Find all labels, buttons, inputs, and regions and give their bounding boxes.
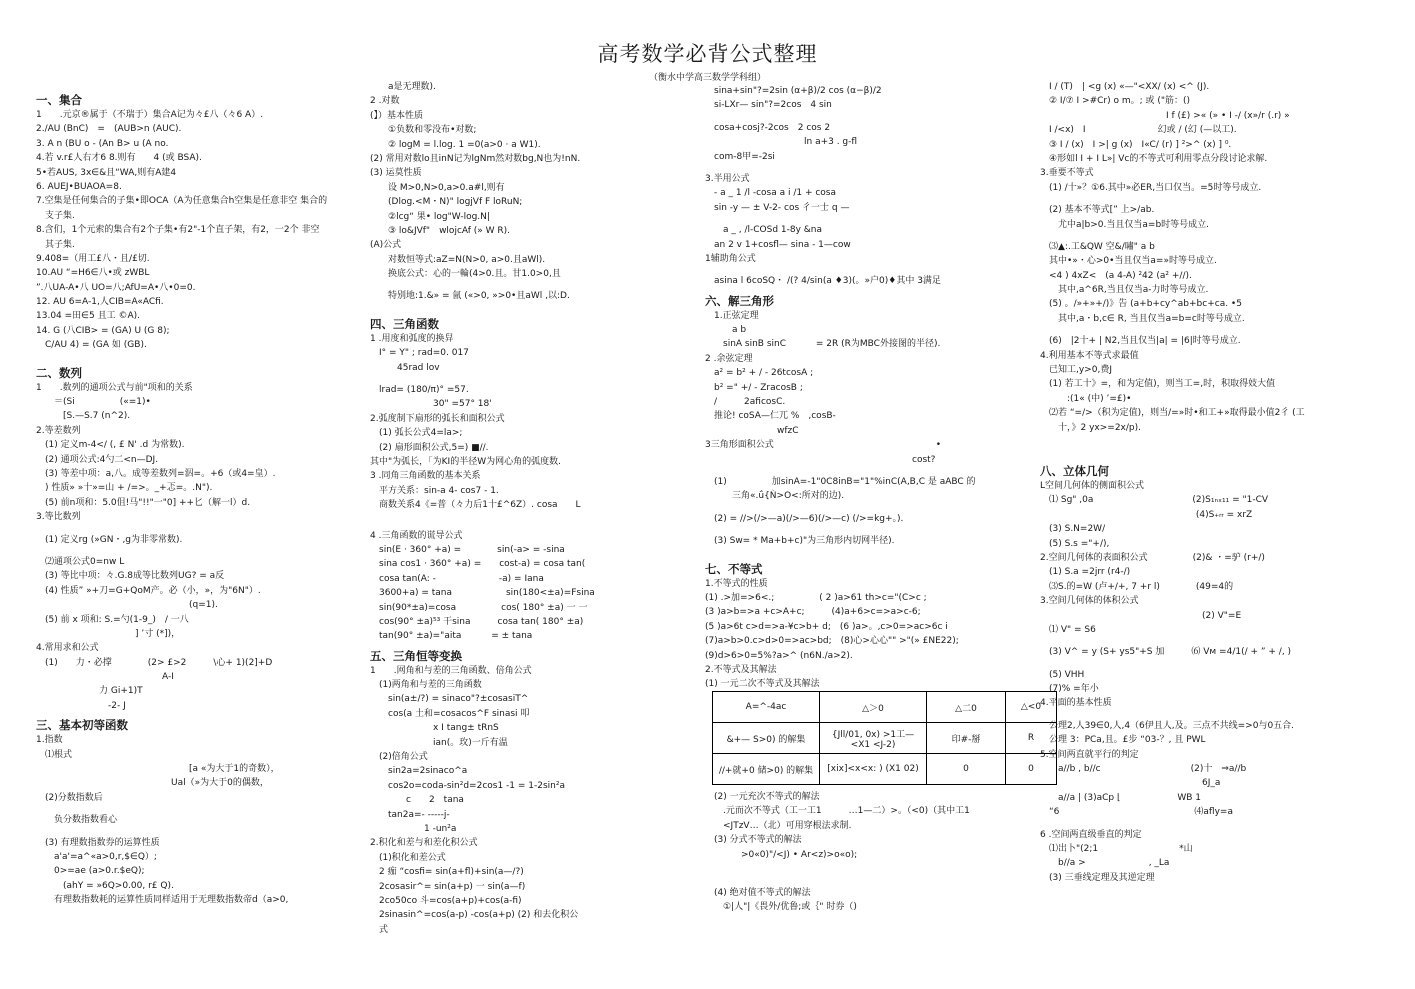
text-line: 0>=ae (a>0.r.$eQ); (36, 866, 145, 877)
text-line: 3 .同角三角函数的基本关系 (370, 471, 481, 482)
spacer (705, 266, 1035, 274)
text-line: (3) V^ = y (S+ ys5"+S 加 ⑹ Vм =4/1(/ + ” + /, ) (1040, 647, 1292, 658)
text-line: 9.408=（用工£八・且/£切. (36, 253, 150, 264)
text-line: 2.弧度制下扇形的弧长和面积公式 (370, 413, 505, 424)
text-line: (1) 定义m-4</ (, £ N' .d 为常数). (36, 440, 185, 451)
text-line: ①|人"|《畏外/优鲁;或｛" 时券（) (705, 902, 857, 913)
text-line: si-LXr— sin"?=2cos 4 sin (705, 100, 832, 111)
text-line: 3. A n (BU o - (An B> u (A no. (36, 138, 169, 149)
text-line: cos2o=coda-sin²d=2cos1 -1 = 1-2sin²a (370, 780, 566, 791)
text-line: a'a'=a^«a>0,r,$∈Q）; (36, 851, 157, 862)
spacer (1040, 435, 1380, 443)
text-line: (6) |2十+ | N2,当且仅当|a| = |6|时等号成立. (1040, 336, 1241, 347)
text-line: >0«0)"/<J) • Ar<z)>o«o); (705, 849, 858, 860)
text-line: 支子集. (36, 210, 75, 221)
section-heading: 八、立体几何 (1040, 463, 1109, 478)
table-cell: //+就+0 储>0) 的解集 (713, 754, 820, 785)
section-heading: 五、三角恒等变换 (370, 648, 462, 663)
text-line: a² = b² + / - 26tcosA ; (705, 368, 814, 379)
text-line: 三角«.ǘ{Ǹ>O<:所对的边). (705, 491, 845, 502)
text-line: sina cos1 · 360° +a) = cost-a) = cosa tan( (370, 559, 586, 570)
spacer (1040, 195, 1380, 203)
text-line: 1 .用度和弧度的换舁 (370, 333, 454, 344)
text-line: 4.若 v.r£人右才6 8.则有 4 (或 BSA). (36, 153, 202, 164)
text-line: (ahY = »6Q>0.00, r£ Q). (36, 880, 174, 891)
text-line: (7)% =年小 (1040, 684, 1099, 695)
section-heading: 一、集合 (36, 93, 82, 107)
text-line: 其中•»・心>0•当且仅当a=»时等号成立. (1040, 256, 1217, 267)
text-line: 4.常用求和公式 (36, 643, 99, 654)
text-line: sina+sin"?=2sin (α+β)/2 cos (α−β)/2 (705, 86, 882, 96)
text-line: L空间几何体的侧面积公式 (1040, 480, 1145, 491)
spacer (370, 521, 700, 529)
spacer (705, 526, 1035, 534)
text-line: (2) 通项公式:4勺二<n—DJ. (36, 454, 159, 465)
text-line: (2) V"=E (1040, 610, 1242, 621)
text-line: (1) 加sinA=-1"0C8inB="1"%inC(A,B,C 是 aABC 的 (705, 476, 976, 487)
text-line: 2.等差数列 (36, 425, 81, 436)
text-line: 5•若AUS, 3x∈&且“WA,则有A建4 (36, 167, 177, 178)
text-line: (3) 运莫性质 (370, 168, 422, 179)
spacer (36, 547, 366, 555)
text-line: 2.不等式及其解法 (705, 664, 777, 675)
text-line: (1) S.a =2jrr (r4-/) (1040, 567, 1131, 578)
table-row (713, 692, 1057, 723)
text-line: wfzC (705, 425, 799, 436)
page-title: 高考数学必背公式整理 (597, 42, 818, 66)
text-line: 4.平面的基本性质 (1040, 698, 1112, 709)
text-line: 3.等比数列 (36, 512, 81, 523)
text-line: c 2 tana (370, 795, 464, 806)
text-line: (5) 前 x 项和: S.=勺(1-9_) / 一八 (36, 614, 189, 625)
spacer (370, 281, 700, 289)
text-line: 3.半用公式 (705, 173, 750, 184)
text-line: 10.AU “=H6∈八•或 zWBL (36, 268, 150, 279)
text-line: (2) 扇形面积公式,5=) ■//. (370, 442, 489, 453)
text-line: sin -y — ± V-2- cos 彳一士 q — (705, 202, 850, 213)
table-cell: {Jll/01, 0x) >1工—<X1 <J-2) (820, 723, 927, 754)
text-line: (3) 等差中项：a,八。成等差数列=泅=。+6（或4=皇）. (36, 468, 276, 479)
column-4 (1040, 80, 1380, 885)
text-line: (3) 等比中项：々.G.8成等比数列UG? = a反 (36, 571, 225, 582)
text-line: (Dlog.<M・N)" logjVf F loRuN; (370, 197, 523, 208)
text-line: 式 (370, 924, 389, 935)
text-line: a//b , b//c (2)十 ⇒a//b (1040, 764, 1247, 775)
text-line: sin(a±/?) = sinaco"?±cosasiT^ (370, 694, 529, 705)
text-line: (2) = //>(/>—a)(/>—6)(/>—c) (/>=kg+。). (705, 513, 904, 524)
table-cell: 0 (927, 754, 1006, 785)
text-line: 其中,a・b,c∈ R, 当且仅当a=b=c时等号成立. (1040, 313, 1245, 324)
table-cell: 印#-掰 (927, 723, 1006, 754)
text-line: -2- J (36, 700, 126, 711)
text-line: (3) S.N=2W/ (1040, 524, 1106, 535)
spacer (36, 525, 366, 533)
spacer (1040, 660, 1380, 668)
spacer (1040, 443, 1380, 451)
text-line: tan(90° ±a)="aita = ± tana (370, 631, 533, 642)
text-line: 换底公式：心的一輪(4>0.且。甘1.0>0,且 (370, 269, 561, 280)
spacer (705, 113, 1035, 121)
spacer (36, 828, 366, 836)
text-line: 3.空间几何体的体积公式 (1040, 596, 1139, 607)
text-line: (1) 若工十》=，和为定值)，则当工=,时，积取得妓大值 (1040, 379, 1276, 390)
text-line: 3三角形面积公式 • (705, 440, 942, 451)
text-line: ⑵通项公式0=nw L (36, 556, 125, 567)
text-line: 2 .对数 (370, 96, 400, 107)
text-line: an 2 v 1+cosfl— sina - 1—cow (705, 239, 851, 250)
page-subtitle: （衡水中学高三数学学科组） (648, 73, 766, 83)
text-line: a _ , /l-COSd 1-8y &na (705, 225, 823, 236)
text-line: a是无理数). (370, 82, 436, 92)
table-cell: A=^-4ac (713, 692, 820, 723)
text-line: (1) .>加=>6<.; ( 2 )a>61 th>c="(C>c ; (705, 592, 927, 603)
text-line: (3) Sw= * Ma+b+c)"为三角形内切网半径). (705, 536, 895, 547)
text-line: cosa+cosj?-2cos 2 cos 2 (705, 122, 831, 133)
text-line: ⑴出卜"(2;1 *山 (1040, 843, 1193, 854)
text-line: 3600+a) = tana sin(180<±a)=Fsina (370, 588, 595, 599)
text-line: cos(a 土和=cosacos^F sinasi 叩 (370, 708, 530, 719)
text-line: ＝(Si («=1)• (36, 397, 151, 408)
text-line: (2)分数指数后 (36, 792, 103, 803)
quadratic-inequality-table (712, 691, 1057, 785)
text-line: ④形如l I + I L»| Vc的不等式可利用零点分段讨论求解. (1040, 153, 1268, 164)
spacer (1040, 711, 1380, 719)
text-line: b//a > , _La (1040, 858, 1170, 869)
text-line: ③ I / (x) I >| g (x) I«C/ (r) ] ²>^ (x) ] ⁰. (1040, 139, 1232, 150)
table-row (713, 723, 1057, 754)
text-line: <4 ) 4xZ< (a 4-A) ²42 (a² +//). (1040, 270, 1192, 281)
text-line: com-8甲=-2si (705, 151, 775, 162)
text-line: 平方关系：sin-a 4- cos7 - 1. (370, 485, 499, 496)
spacer (705, 878, 1035, 886)
text-line: A-I (36, 672, 174, 683)
text-line: ⑶▲:.工&QW 空&/嘯" a b (1040, 241, 1155, 252)
spacer (370, 513, 700, 521)
text-line: 特别地:1.&» = 氤 («>0, »>0•且aWl ,以:D. (370, 291, 570, 302)
text-line: ③ lo&JVf" wlojcAf (» W R). (370, 225, 511, 236)
text-line: (5) 前n项和：5.0伹!马"!!"一"0] ++匕（解一l）d. (36, 497, 251, 508)
text-line: 2./AU (BnC) = (AUB>n (AUC). (36, 124, 182, 135)
column-2 (370, 80, 700, 937)
text-line: 30" =57° 18' (370, 399, 492, 410)
spacer (705, 549, 1035, 557)
text-line: (】）基本性质 (370, 110, 424, 121)
table-cell: 0 (1006, 754, 1057, 785)
text-line: cosa tan(A: - -a) = Iana (370, 573, 544, 584)
text-line: (1) 弧长公式4=la>; (370, 428, 463, 439)
text-line: 8.含们，1个元索的集合有2个子集•有2"-1个直子架，有2，一2个 非空 (36, 225, 320, 236)
text-line: (1)积化和差公式 (370, 852, 446, 863)
spacer (36, 805, 366, 813)
text-line: 6 .空间两直级垂直的判定 (1040, 829, 1142, 840)
spacer (1040, 451, 1380, 459)
text-line: (1) 力・必撑 (2> £>2 \心+ 1)(2]+D (36, 657, 273, 668)
text-line: 6J_a (1040, 778, 1221, 789)
text-line: 14. G (八CIB> = (GA) U (G 8); (36, 325, 170, 336)
text-line: 其子集. (36, 239, 75, 250)
text-line: 2.积化和差与和差化积公式 (370, 838, 478, 849)
spacer (36, 80, 366, 88)
text-line: (5) 。/»+»+/)》告 (a+b+cy^ab+bc+ca. •5 (1040, 299, 1242, 310)
text-line: ⑶S.的=W (卢+/+, 7 +r l) (49=4的 (1040, 581, 1234, 592)
text-line: 对数恒等式:aZ=N(N>0, a>0.且aWl). (370, 254, 546, 265)
text-line: 十，》2 yx>=2x/p). (1040, 422, 1141, 433)
text-line: ①负数和零没布•对数; (370, 125, 477, 136)
text-line: 7.空集是任何集合的子集•即OCA（A为任意集合h空集是任意非空 集合的 (36, 196, 328, 207)
spacer (36, 353, 366, 361)
column-1 (36, 80, 366, 908)
column-3-bottom (705, 790, 1035, 915)
text-line: 2 痂 “cosfi= sin(a+fl)+sin(a—/?) (370, 867, 524, 878)
text-line: 尤中a|b>0.当且仅当a=b时等号成立. (1040, 219, 1210, 230)
text-line: (2) 基本不等式[” 上>/ab. (1040, 205, 1155, 216)
table-cell: &+— S>0) 的解集 (713, 723, 820, 754)
text-line: 1.正弦定理 (705, 310, 759, 321)
text-line: C/AU 4) = (GA 如 (GB). (36, 340, 147, 351)
text-line: (2) 常用对数lo且inN记为lgNm然对数bg,N也为!nN. (370, 153, 581, 164)
table-cell: R (1006, 723, 1057, 754)
text-line: (5) VHH (1040, 669, 1085, 680)
text-line: 其中,a^6R,当且仅当a-力时等号成立. (1040, 285, 1209, 296)
text-line: (9)d>6>0=5%?a>^ (n6N./a>2). (705, 650, 853, 661)
text-line: ⑴ Sg" ,0a (2)S₁ₙₓ₁₁ = "1-CV (1040, 495, 1269, 506)
text-line: 1 -un²a (370, 823, 457, 834)
text-line: ⑴根式 (36, 749, 73, 760)
text-line: I /<x) I 幻或 / (幻 (—以工). (1040, 125, 1237, 136)
text-line: / 2aficosC. (705, 397, 786, 408)
text-line: (1)两角和与差的三角函数 (370, 680, 482, 691)
text-line: (1) /十»？①6.其中»必ER,当口仅当。=5时等号成立. (1040, 182, 1262, 193)
text-line: a b (705, 325, 747, 336)
text-line: “6 ⑷afly=a (1040, 807, 1233, 818)
table-cell: △＞0 (820, 692, 927, 723)
table-cell: △<0 (1006, 692, 1057, 723)
text-line: (q=1). (36, 600, 218, 611)
text-line: Ual（»为大于0的偶数， (36, 778, 269, 789)
text-line: ② I/⑦ I >#Cr) o m。; 或 ("筋：() (1040, 96, 1191, 107)
text-line: sin2a=2sinaco^a (370, 766, 468, 777)
text-line: x I tang± tRnS (370, 723, 499, 734)
text-line: 1 .网角和与差的三角函数、倍角公式 (370, 665, 532, 676)
text-line: (A)公式 (370, 240, 402, 251)
section-heading: 六、解三角形 (705, 293, 774, 308)
text-line: I / (T) | <g (x) «—"<XX/ (x) <^ (J). (1040, 82, 1210, 92)
spacer (705, 870, 1035, 878)
text-line: <JTzV…（北）可用穿根法求制. (705, 820, 852, 831)
text-line: ②lcg“ 果• log"W-log.N| (370, 211, 490, 222)
text-line: 其中"为弧长，「为KI的半径W为网心角的弧度数. (370, 456, 561, 467)
text-line: ] ’寸 (*])， (36, 628, 181, 639)
text-line: 4.利用基本不等式求最值 (1040, 350, 1139, 361)
text-line: ② logM = l.log. 1 =0(a>0 · a W1). (370, 139, 541, 150)
section-heading: 四、三角函数 (370, 316, 439, 331)
text-line: [a «为大于1的奇数）， (36, 764, 280, 775)
table-cell: △二0 (927, 692, 1006, 723)
spacer (705, 467, 1035, 475)
text-line: [S.—S.7 (n^2). (36, 411, 131, 422)
text-line: 1.指数 (36, 735, 63, 746)
text-line: (7)a>b>0.c>d>0=>ac>bd; (8)心>心心"" >"(» £NE22); (705, 636, 959, 647)
text-line: sin(E · 360° +a) = sin(-a> = -sina (370, 544, 565, 555)
text-line: 公理 3：PCa,且。£步 “03-？, 且 PWL (1040, 735, 1206, 746)
text-line: :(1« (中) ’=£)• (1040, 393, 1132, 404)
section-heading: 三、基本初等函数 (36, 718, 128, 733)
spacer (370, 304, 700, 312)
text-line: 6. AUEJ•BUAOA=8. (36, 181, 122, 192)
text-line: 负分数指数看心 (36, 815, 118, 826)
text-line: (1) 一元二次不等式及其解法 (705, 679, 820, 690)
text-line: (2) 一元充次不等式的解法 (705, 792, 820, 802)
text-line: 2cosasir^= sin(a+p) 一 sin(a—f) (370, 881, 526, 892)
text-line: (2)倍角公式 (370, 752, 428, 763)
text-line: I° = Y" ; rad=0. 017 (370, 348, 469, 359)
text-line: 1辅助角公式 (705, 253, 756, 264)
text-line: I f (£) >« (» • I -/ (x»/r (.r) » (1040, 110, 1290, 121)
text-line: 2co50co 斗=cos(a+p)+cos(a-fi) (370, 895, 522, 906)
text-line: 2.空间几何体的表面积公式 (2)& ・=驴 (r+/) (1040, 552, 1265, 563)
text-line: cos(90° ±a)⁵³ 干sina cosa tan( 180° ±a) (370, 616, 584, 627)
text-line: 力 Gi+1)T (36, 686, 143, 697)
text-line: 5.空间两直就平行的判定 (1040, 749, 1139, 760)
text-line: cost? (705, 454, 936, 465)
text-line: ⑴ V" = S6 (1040, 624, 1096, 635)
text-line: a//a | (3)aCp ⌊ WB 1 (1040, 792, 1202, 803)
spacer (1040, 326, 1380, 334)
text-line: tan2a=- -----j- (370, 809, 450, 820)
spacer (705, 215, 1035, 223)
text-line: ⑵若 “=/>（积为定值)，则当/=»时•和工+»取得最小值2彳 (工 (1040, 408, 1305, 419)
text-line: 4 .三角函数的谎导公式 (370, 530, 463, 541)
text-line: b² =" +/ - ZracosB ; (705, 382, 803, 393)
text-line: 推论! coSA—仁兀 % ,cosB- (705, 411, 836, 422)
text-line: (3) 三垂线定理及其逆定理 (1040, 872, 1155, 883)
spacer (705, 164, 1035, 172)
text-line: 1.不等式的性质 (705, 578, 768, 589)
table-cell: [xix]<x<x: ) (X1 02) (820, 754, 927, 785)
text-line: 设 M>0,N>0,a>0.a#l,则有 (370, 182, 505, 193)
text-line: 商数关系4《=普（々力后1十£^6Z）. cosa L (370, 500, 581, 511)
text-line: (1) 定义rg (»GN・,g为非零常数). (36, 534, 183, 545)
text-line: - a _ 1 /l -cosa a i /1 + cosa (705, 188, 837, 199)
text-line: asina l 6coSQ・ /(? 4/sin(a ♦3)(。»户0)♦其中 3满足 (705, 276, 941, 287)
text-line: 1 .数列的通项公式与前"项和的关系 (36, 382, 193, 393)
spacer (1040, 637, 1380, 645)
section-heading: 七、不等式 (705, 561, 763, 576)
text-line: sin(90*±a)=cosa cos( 180° ±a) 一 一 (370, 602, 588, 613)
text-line: (5) S.s ="+/), (1040, 538, 1110, 549)
text-line: 1 .元京®属于（不瑞于）集合A记为々£八（々6 A）. (36, 110, 264, 120)
text-line: (3) 有理数指数券的运算性质 (36, 837, 160, 848)
spacer (1040, 820, 1380, 828)
spacer (705, 504, 1035, 512)
text-line: 13.04 =田∈5 且工 ©A). (36, 311, 140, 322)
text-line: 2 .余弦定理 (705, 353, 753, 364)
text-line: (3 )a>b=>a +c>A+c; (4)a+6>c=>a>c-6; (705, 607, 921, 618)
text-line: 2sinasin^=cos(a-p) -cos(a+p) (2) 和去化积公 (370, 910, 579, 921)
text-line: 3.垂要不等式 (1040, 168, 1094, 179)
text-line: ”.八UA-A•八 UO=八;AfU=A•八•0=0. (36, 282, 196, 293)
text-line: 45rad lov (370, 362, 440, 373)
text-line: .元而次不等式（工一工1 …1—二）>。（<0)（其中工1 (705, 806, 970, 817)
text-line: (4) 绝对值不等式的解法 (705, 887, 811, 898)
text-line: 有理数指数耗的运算性质同样适用于无理数指数帝d（a>0, (36, 895, 289, 906)
spacer (1040, 232, 1380, 240)
section-heading: 二、数列 (36, 365, 82, 380)
text-line: 已知工,y>0,费J (1040, 365, 1112, 376)
text-line: (4) 性质” »+刀=G+QoM产。必（小，»，为"6N"）. (36, 585, 261, 596)
text-line: (5 )a>6t c>d=>a-¥c>b+ d; (6 )a>。,c>0=>ac>6c i (705, 621, 948, 632)
text-line: (3) 分式不等式的解法 (705, 835, 802, 846)
spacer (705, 862, 1035, 870)
spacer (370, 375, 700, 383)
text-line: ian(。玫)一斤有温 (370, 737, 508, 748)
column-3 (705, 84, 1035, 692)
text-line: ln a+3 . g-fl (705, 137, 858, 148)
text-line: lrad= (180/π)° =57. (370, 385, 469, 396)
table-row (713, 754, 1057, 785)
text-line: 12. AU 6=A-1,人CIB=A«ACfi. (36, 297, 164, 308)
text-line: sinA sinB sinC = 2R (R为MBC外接图的半径). (705, 339, 941, 350)
text-line: 公理2,人39∈0,人,4（6伊且人,及。三点不共线=>0与0五合. (1040, 720, 1295, 731)
text-line: (4)S₊ᵣᵣ = xrZ (1040, 509, 1253, 520)
text-line: ) 性质» »十»=山 + /=>。_+忑=。.N"). (36, 483, 213, 494)
